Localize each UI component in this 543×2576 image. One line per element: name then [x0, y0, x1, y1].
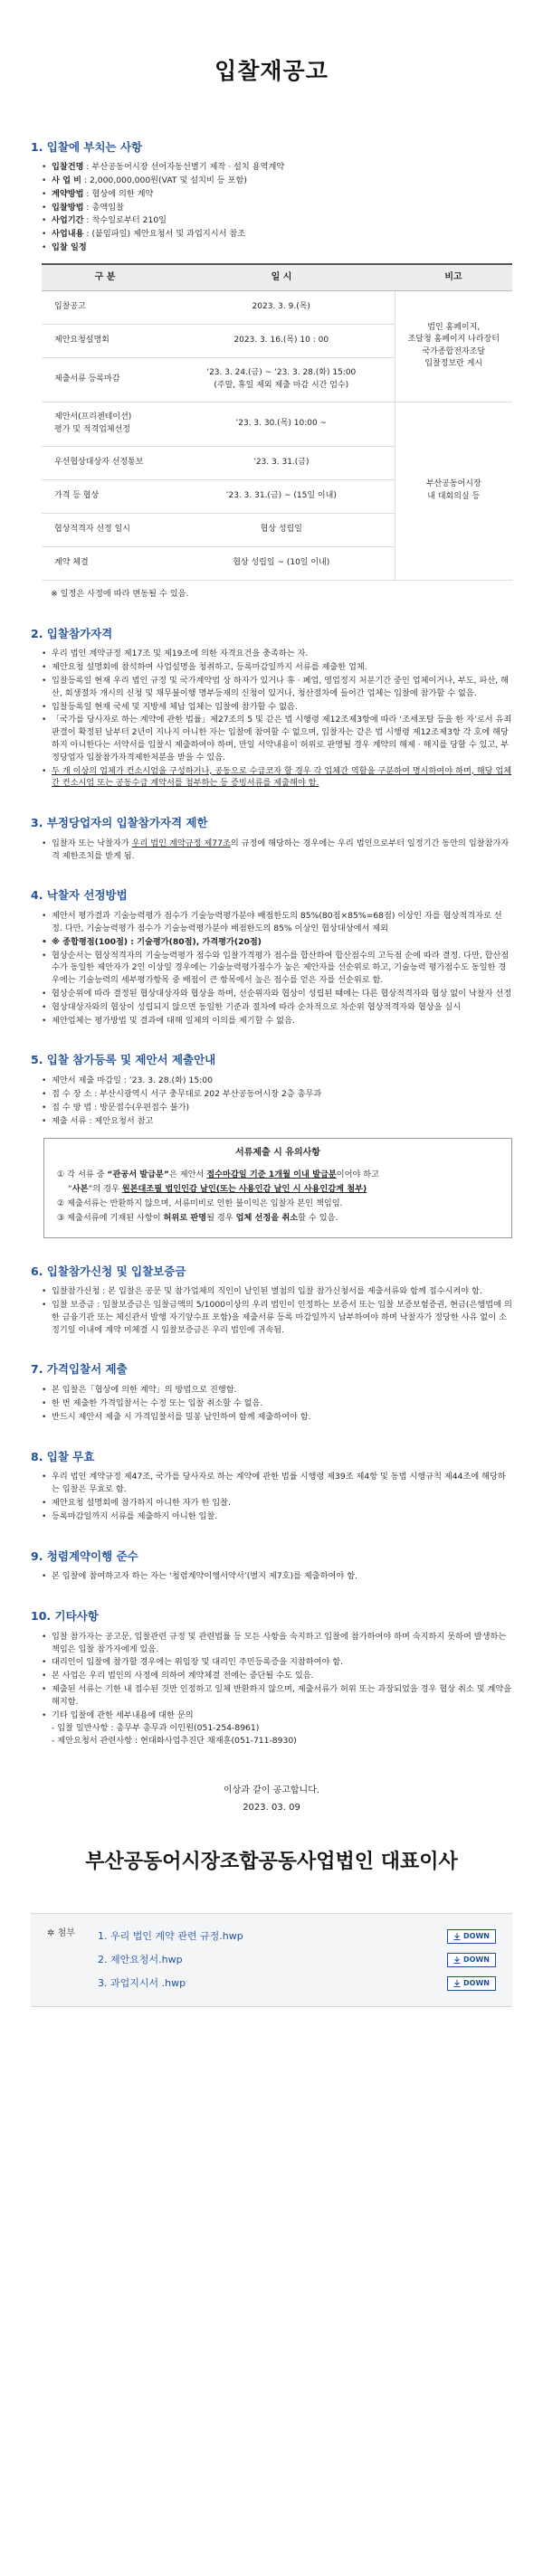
text-fragment: 은 제안서: [168, 1170, 207, 1180]
list-item: • 기타 입찰에 관한 세부내용에 대한 문의: [42, 1709, 512, 1722]
text-fragment: 입찰자 또는 낙찰자가: [52, 838, 132, 848]
schedule-date: ’23. 3. 30.(목) 10:00 ~: [168, 402, 395, 446]
item-value: : 총액입찰: [83, 202, 124, 213]
section-title: 8. 입찰 무효: [31, 1449, 95, 1463]
notice-date: 2023. 03. 09: [243, 1803, 300, 1814]
text-fragment: 사본: [71, 1184, 89, 1195]
download-button[interactable]: [447, 1953, 496, 1967]
text-fragment: 할 수 있음.: [298, 1212, 338, 1223]
section-6: [31, 1264, 512, 1337]
list-item: • 본 입찰은「협상에 의한 계약」의 방법으로 진행함.: [42, 1384, 512, 1397]
item-label: 입찰방법: [52, 202, 84, 213]
asterisk-icon: ✲: [47, 1928, 55, 1939]
section-5: [31, 1052, 512, 1237]
schedule-name: 입찰공고: [42, 290, 168, 324]
list-item: [42, 188, 512, 201]
text-fragment: ”의 경우: [88, 1184, 122, 1195]
notice-line: [57, 1169, 499, 1181]
attachments-label-text: 첨부: [57, 1928, 75, 1939]
list-item: • 입찰등록일 현재 우리 법인 규정 및 국가계약법 상 하자가 있거나 휴 · 폐업, 영업정지 처분기간 중인 업체이거나, 부도, 파산, 해산, 회생절차 개시의 신청 및 채무불이행 명부등재의 신청이 있거나, 청산절차에 들어간 업체는 입찰에 참가할 수 없음.: [42, 675, 512, 700]
list-item: • 등록마감일까지 서류를 제출하지 아니한 입찰.: [42, 1511, 512, 1523]
list-item: [42, 228, 512, 241]
download-button[interactable]: [447, 1929, 496, 1944]
attachment-list: [98, 1925, 496, 1995]
notice-line: ② 제출서류는 반환하지 않으며, 서류미비로 인한 불이익은 입찰자 본인 책임임.: [57, 1198, 343, 1208]
attachments-label: [47, 1925, 98, 1995]
schedule-name: 제안요청설명회: [42, 324, 168, 357]
schedule-remark: 부산공동어시장 내 대회의실 등: [395, 402, 512, 580]
closing-line: 이상과 같이 공고합니다.: [223, 1785, 320, 1796]
download-label: DOWN: [463, 1956, 490, 1965]
schedule-remark: 법인 홈페이지, 조달청 홈페이지 나라장터 국가종합전자조달 입찰정보란 게시: [395, 290, 512, 402]
schedule-date: 2023. 3. 9.(목): [168, 290, 395, 324]
list-item: • 두 개 이상의 업체가 컨소시엄을 구성하거나, 공동으로 수급코자 할 경우 각 업체간 역할을 구분하여 명시하여야 하며, 해당 업체 간 컨소시엄 또는 공동수급 계약서를 첨부하는 등 증빙서류를 제출해야 함.: [42, 765, 512, 791]
notice-line: [57, 1212, 499, 1225]
schedule-name: 제출서류 등록마감: [42, 357, 168, 402]
section-title: 1. 입찰에 부치는 사항: [31, 139, 143, 154]
item-value: : (붙임파일) 제안요청서 및 과업지시서 참조: [83, 229, 246, 240]
attachment-row: [98, 1925, 496, 1948]
schedule-name: 우선협상대상자 선정통보: [42, 446, 168, 479]
schedule-date: 협상 성립일: [168, 513, 395, 546]
section-1: [31, 139, 512, 601]
list-item: • 한 번 제출한 가격입찰서는 수정 또는 입찰 취소할 수 없음.: [42, 1397, 512, 1410]
text-fragment: “: [68, 1184, 72, 1195]
score-note: • ※ 종합평점(100점) : 기술평가(80점), 가격평가(20점): [42, 936, 512, 949]
list-item: [42, 838, 512, 863]
section-4: [31, 887, 512, 1027]
item-label: 사 업 비: [52, 175, 82, 186]
attachment-link[interactable]: 2. 제안요청서.hwp: [98, 1953, 183, 1965]
price-bid-list: [31, 1384, 512, 1423]
list-item: • 입찰등록일 현재 국세 및 지방세 체납 업체는 입찰에 참가할 수 없음.: [42, 701, 512, 714]
submission-list: [31, 1075, 512, 1127]
list-item: • 입찰 참가자는 공고문, 입찰관련 규정 및 관련법률 등 모든 사항을 숙지하고 입찰에 참가하여야 하며 숙지하지 못하여 발생하는 책임은 입찰 참가자에게 있음.: [42, 1631, 512, 1656]
text-fragment: 될 경우: [206, 1212, 236, 1223]
section-8: [31, 1449, 512, 1523]
list-item: • 접 수 방 법 : 방문접수(우편접수 불가): [42, 1102, 512, 1114]
deposit-list: [31, 1285, 512, 1336]
attachments: [31, 1913, 512, 2007]
text-fragment: 이어야 하고: [336, 1170, 380, 1180]
list-item: • 협상순위에 따라 결정된 협상대상자와 협상을 하며, 선순위자와 협상이 성립된 때에는 다른 협상적격자와 협상 없이 낙찰자 선정: [42, 988, 512, 1000]
list-item: • 입찰참가신청 : 본 입찰은 공문 및 참가업체의 직인이 날인된 별첨의 입찰 참가신청서를 제출서류와 함께 접수시켜야 함.: [42, 1285, 512, 1298]
list-item: • 「국가를 당사자로 하는 계약에 관한 법률」제27조의 5 및 같은 법 시행령 제12조제3항에 따라 ‘조세포탈 등을 한 자’로서 유죄판결이 확정된 날부터 2년이 지나지 아니한 자는 입찰에 참여할 수 없으며, 입찰자는 같은 법 시행령 제12조제3항 각 호에 해당하지 아니한다는 서약서를 입찰시 제출하여야 하며, 만일 서약내용이 허위로 판명될 경우 계약의 해제 · 해지를 당할 수 있고, 부정당업자 입찰참가자격제한처분을 받을 수 있음.: [42, 714, 512, 763]
item-label: 입찰 일정: [52, 242, 87, 253]
table-row: [42, 290, 512, 324]
text-fragment: “관공서 발급분”: [107, 1170, 169, 1180]
section-3: [31, 815, 512, 862]
item-label: 사업기간: [52, 215, 84, 226]
list-item: • 제안업체는 평가방법 및 결과에 대해 일체의 이의를 제기할 수 없음.: [42, 1015, 512, 1028]
item-label: 계약방법: [52, 188, 84, 199]
list-item: • 제안서 제출 마감일 : ’23. 3. 28.(화) 15:00: [42, 1075, 512, 1087]
signature: 부산공동어시장조합공동사업법인 대표이사: [85, 1851, 458, 1874]
list-item: • 제출된 서류는 기한 내 접수된 것만 인정하고 일체 반환하지 않으며, 제출서류가 허위 또는 과장되었을 경우 협상 취소 및 계약을 해지함.: [42, 1683, 512, 1709]
section-title: 7. 가격입찰서 제출: [31, 1362, 128, 1377]
section-10: [31, 1608, 512, 1747]
download-label: DOWN: [463, 1932, 490, 1941]
schedule-date: ’23. 3. 31.(금): [168, 446, 395, 479]
closing: [31, 1784, 512, 1814]
regulation-ref: 우리 법인 계약규정 제77조: [131, 838, 231, 848]
list-item: • 제안요청 설명회에 참가하지 아니한 자가 한 입찰.: [42, 1497, 512, 1510]
text-fragment: 접수마감일 기준 1개월 이내 발급분: [206, 1170, 337, 1180]
list-item: • 본 입찰에 참여하고자 하는 자는 ‘청렴계약이행서약서’(별지 제7호)를 제출하여야 함.: [42, 1570, 512, 1583]
qualification-list: [31, 648, 512, 790]
attachment-row: [98, 1948, 496, 1972]
column-header: 일 시: [168, 264, 395, 291]
section-2: [31, 626, 512, 791]
item-value: : 협상에 의한 계약: [83, 188, 154, 199]
download-button[interactable]: [447, 1976, 496, 1991]
text-fragment: 허위로 판명: [163, 1212, 207, 1223]
schedule-name: 협상적격자 선정 일시: [42, 513, 168, 546]
column-header: 구 분: [42, 264, 168, 291]
download-icon: [453, 1933, 461, 1940]
table-row: [42, 402, 512, 446]
integrity-list: [31, 1570, 512, 1583]
item-value: : 2,000,000,000원(VAT 및 설치비 등 포함): [81, 175, 247, 186]
download-icon: [453, 1980, 461, 1987]
section-title: 5. 입찰 참가등록 및 제안서 제출안내: [31, 1053, 216, 1067]
schedule-name: 계약 체결: [42, 546, 168, 580]
text-fragment: 업체 선정을 취소: [235, 1212, 299, 1223]
list-item: [42, 175, 512, 187]
schedule-date: ’23. 3. 31.(금) ~ (15일 이내): [168, 479, 395, 513]
invalid-bid-list: [31, 1471, 512, 1522]
schedule-date: ’23. 3. 24.(금) ~ ’23. 3. 28.(화) 15:00 (주말, 휴일 제외 제출 마감 시간 엄수): [168, 357, 395, 402]
notice-line: [57, 1183, 499, 1196]
table-header-row: [42, 264, 512, 291]
list-item: • 본 사업은 우리 법인의 사정에 의하여 계약체결 전에는 중단될 수도 있음.: [42, 1670, 512, 1682]
schedule-date: 협상 성립일 ~ (10일 이내): [168, 546, 395, 580]
schedule-date: 2023. 3. 16.(목) 10 : 00: [168, 324, 395, 357]
section-title: 3. 부정당업자의 입찰참가자격 제한: [31, 816, 208, 830]
list-item: • 대리인이 입찰에 참가할 경우에는 위임장 및 대리인 주민등록증을 지참하여야 함.: [42, 1656, 512, 1669]
column-header: 비고: [395, 264, 512, 291]
list-item: • 제안서 평가결과 기술능력평가 점수가 기술능력평가분야 배점한도의 85%(80점×85%=68점) 이상인 자를 협상적격자로 선정. 다만, 기술능력평가 점수가 기술능력평가분야 배점한도의 85% 이상인 협상대상에서 제외: [42, 910, 512, 935]
item-label: 사업내용: [52, 229, 84, 240]
schedule-table: [42, 263, 512, 581]
text-fragment: ③ 제출서류에 기재된 사항이: [57, 1212, 164, 1223]
list-item: [42, 242, 512, 254]
text-fragment: 원본대조필 법인인감 날인(또는 사용인감 날인 시 사용인감계 첨부): [121, 1184, 367, 1195]
selection-list: [31, 910, 512, 1027]
contact-line: - 제안요청서 관련사항 : 현대화사업추진단 채재훈(051-711-8930): [52, 1736, 297, 1747]
download-icon: [453, 1956, 461, 1964]
list-item: • 협상순서는 협상적격자의 기술능력평가 점수와 입찰가격평가 점수를 합산하여 합산점수의 고득점 순에 따라 결정. 다만, 합산점수가 동일한 제안자가 2인 이상일 경우에는 기술능력평가점수가 높은 제안자를 선순위로 하고, 기술능력 평가점수도 동일한 경우에는 기술능력의 세부평가항목 중 배점이 큰 항목에서 높은 점수를 얻은 자를 선순위로 함.: [42, 950, 512, 987]
list-item: • 접 수 장 소 : 부산시광역시 서구 충무대로 202 부산공동어시장 2층 총무과: [42, 1088, 512, 1101]
schedule-note: ※ 일정은 사정에 따라 변동될 수 있음.: [51, 588, 189, 599]
page-title: 입찰재공고: [214, 58, 329, 84]
attachment-link[interactable]: 1. 우리 법인 계약 관련 규정.hwp: [98, 1929, 243, 1942]
list-item: • 제출 서류 : 제안요청서 참고: [42, 1115, 512, 1128]
list-item: [42, 214, 512, 227]
list-item: [42, 202, 512, 214]
schedule-name: 제안서(프리젠테이션) 평가 및 적격업체선정: [42, 402, 168, 446]
list-item: • 우리 법인 계약규정 제17조 및 제19조에 의한 자격요건을 충족하는 자.: [42, 648, 512, 660]
notice-box-title: 서류제출 시 유의사항: [235, 1148, 320, 1159]
attachment-row: [98, 1972, 496, 1995]
misc-list: [31, 1631, 512, 1722]
notice-box: [43, 1138, 512, 1237]
list-item: [42, 161, 512, 174]
section-title: 9. 청렴계약이행 준수: [31, 1548, 138, 1563]
download-label: DOWN: [463, 1979, 490, 1988]
restriction-list: [31, 838, 512, 863]
text-fragment: 의 규정에 해당하는 경우에는 우리 법인으로부터 일정기간 동안의 입찰참가자격 제한조치를 받게 됨.: [52, 838, 510, 861]
contact-list: [31, 1722, 512, 1747]
list-item: • 우리 법인 계약규정 제47조, 국가를 당사자로 하는 계약에 관한 법률 시행령 제39조 제4항 및 동법 시행규칙 제44조에 해당하는 입찰은 무효로 함.: [42, 1471, 512, 1496]
section-9: [31, 1548, 512, 1584]
schedule-name: 가격 등 협상: [42, 479, 168, 513]
section-title: 2. 입찰참가자격: [31, 626, 113, 640]
list-item: • 입찰 보증금 : 입찰보증금은 입찰금액의 5/1000이상의 우리 법인이 인정하는 보증서 또는 입찰 보증보험증권, 현금(은행법에 의한 금융기관 또는 체신관서 발행 자기앞수표 포함)을 제출서류 등록 마감일까지 납부하여야 하며 낙찰자가 정당한 사유 없이 소정기일 이내에 계약 미체결 시 입찰보증금은 우리 법인에 귀속됨.: [42, 1299, 512, 1336]
contact-line: - 입찰 일반사항 : 총무부 총무과 이인원(051-254-8961): [52, 1723, 260, 1734]
item-label: 입찰건명: [52, 162, 84, 173]
list-item: • 반드시 제안서 제출 시 가격입찰서를 밀봉 날인하여 함께 제출하여야 함.: [42, 1411, 512, 1424]
list-item: • 협상대상자와의 협상이 성립되지 않으면 동일한 기준과 절차에 따라 순차적으로 차순위 협상적격자와 협상을 실시: [42, 1001, 512, 1014]
bid-info-list: [31, 161, 512, 254]
list-item: • 제안요청 설명회에 참석하여 사업설명을 청취하고, 등록마감일까지 서류를 제출한 업체.: [42, 661, 512, 674]
item-value: : 착수일로부터 210일: [83, 215, 167, 226]
section-title: 10. 기타사항: [31, 1609, 99, 1624]
item-value: : 부산공동어시장 선어자동선별기 제작 · 설치 용역계약: [83, 162, 285, 173]
section-title: 6. 입찰참가신청 및 입찰보증금: [31, 1264, 186, 1278]
section-title: 4. 낙찰자 선정방법: [31, 888, 128, 903]
section-7: [31, 1361, 512, 1423]
attachment-link[interactable]: 3. 과업지시서 .hwp: [98, 1976, 186, 1989]
text-fragment: ① 각 서류 중: [57, 1170, 108, 1180]
